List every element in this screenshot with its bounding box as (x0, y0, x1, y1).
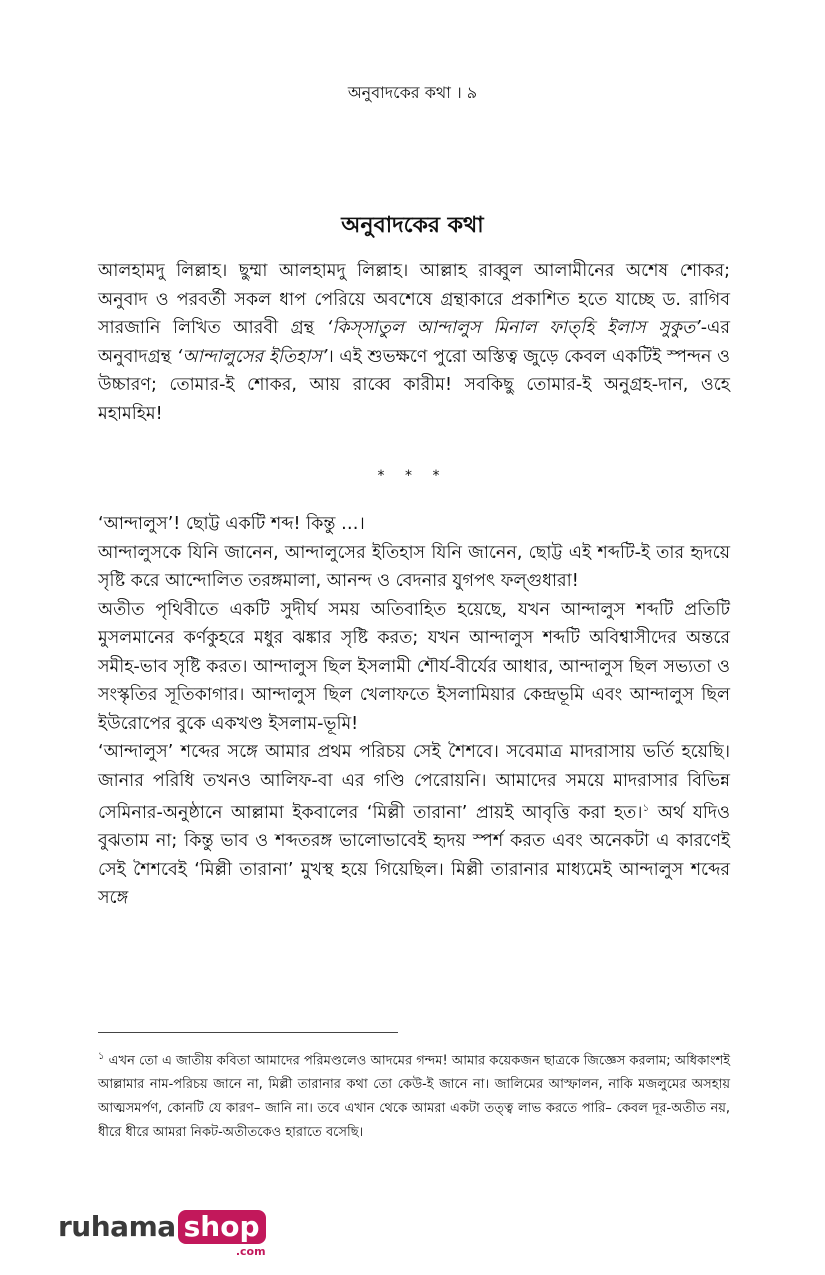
logo-text-shop: shop (178, 1210, 266, 1244)
ruhamashop-logo (58, 1210, 266, 1258)
intro-paragraph (98, 257, 730, 428)
intro-text-b: -এর অনুবাদগ্রন্থ (98, 318, 730, 367)
paragraph-andalus-word: ‘আন্দালুস’! ছোট্ট একটি শব্দ! কিন্তু …। (98, 514, 365, 534)
running-head: অনুবাদকের কথা । ৯ (347, 83, 478, 102)
book-title-arabic: ‘কিস্‌সাতুল আন্দালুস মিনাল ফাত্‌হি ইলাস সুকুত’ (326, 318, 701, 338)
logo-text-ruhama: ruhama (58, 1210, 176, 1243)
paragraph-andalus-history: অতীত পৃথিবীতে একটি সুদীর্ঘ সময় অতিবাহিত হয়েছে, যখন আন্দালুস শব্দটি প্রতিটি মুসলমানের কর্ণকুহরে মধুর ঝঙ্কার সৃষ্টি করত; যখন আন্দালুস শব্দটি অবিশ্বাসীদের অন্তরে সমীহ-ভাব সৃষ্টি করত। আন্দালুস ছিল ইসলামী শৌর্য-বীর্যের আধার, আন্দালুস ছিল সভ্যতা ও সংস্কৃতির সূতিকাগার। আন্দালুস ছিল খেলাফতে ইসলামিয়ার কেন্দ্রভূমি এবং আন্দালুস ছিল ইউরোপের বুকে একখণ্ড ইসলাম-ভূমি! (98, 599, 730, 734)
footnote-text: এখন তো এ জাতীয় কবিতা আমাদের পরিমণ্ডলেও আদমের গন্দম! আমার কয়েকজন ছাত্রকে জিজ্ঞেস করলাম; অধিকাংশই আল্লামার নাম-পরিচয় জানে না, মিল্লী তারানার কথা তো কেউ-ই জানে না। জালিমের আস্ফালন, নাকি মজলুমের অসহায় আত্মসমর্পণ, কোনটি যে কারণ– জানি না। তবে এখান থেকে আমরা একটা তত্ত্ব লাভ করতে পারি– কেবল দূর-অতীত নয়, ধীরে ধীরে আমরা নিকট-অতীতকেও হারাতে বসেছি। (98, 1053, 730, 1141)
section-two (98, 510, 730, 913)
paragraph-andalus-heart: আন্দালুসকে যিনি জানেন, আন্দালুসের ইতিহাস যিনি জানেন, ছোট্ট এই শব্দটি-ই তার হৃদয়ে সৃষ্টি করে আন্দোলিত তরঙ্গমালা, আনন্দ ও বেদনার যুগপৎ ফল্গুধারা! (98, 542, 730, 591)
footnote-ref: ১ (642, 803, 650, 814)
footnote-marker: ১ (98, 1051, 105, 1062)
chapter-title: অনুবাদকের কথা (341, 213, 484, 238)
section-separator: * * * (377, 468, 448, 484)
logo-text-com: .com (235, 1245, 266, 1258)
logo-shop-block (178, 1210, 266, 1258)
intro-text-c: । এই শুভক্ষণে পুরো অস্তিত্ব জুড়ে কেবল একটিই স্পন্দন ও উচ্চারণ; তোমার-ই শোকর, আয় রাব্বে কারীম! সবকিছু তোমার-ই অনুগ্রহ-দান, ওহে মহামহিম! (98, 346, 730, 424)
footnote-divider (98, 1032, 398, 1033)
childhood-text-b: অর্থ যদিও বুঝতাম না; কিন্তু ভাব ও শব্দতরঙ্গ ভালোভাবেই হৃদয় স্পর্শ করত এবং অনেকটা এ কারণেই সেই শৈশবেই ‘মিল্লী তারানা’ মুখস্থ হয়ে গিয়েছিল। মিল্লী তারানার মাধ্যমেই আন্দালুস শব্দের সঙ্গে (98, 802, 731, 909)
intro-text-a: আলহামদু লিল্লাহ। ছুম্মা আলহামদু লিল্লাহ। আল্লাহ রাব্বুল আলামীনের অশেষ শোকর; অনুবাদ ও পরবর্তী সকল ধাপ পেরিয়ে অবশেষে গ্রন্থাকারে প্রকাশিত হতে যাচ্ছে ড. রাগিব সারজানি লিখিত আরবী গ্রন্থ (98, 261, 730, 338)
footnote (98, 1045, 730, 1145)
book-title-translation: ‘আন্দালুসের ইতিহাস’ (176, 346, 328, 367)
paragraph-childhood (98, 738, 730, 913)
childhood-text-a: ‘আন্দালুস’ শব্দের সঙ্গে আমার প্রথম পরিচয় সেই শৈশবে। সবেমাত্র মাদরাসায় ভর্তি হয়েছি। জানার পরিধি তখনও আলিফ-বা এর গণ্ডি পেরোয়নি। আমাদের সময়ে মাদরাসার বিভিন্ন সেমিনার-অনুষ্ঠানে আল্লামা ইকবালের ‘মিল্লী তারানা’ প্রায়ই আবৃত্তি করা হত। (98, 742, 730, 823)
